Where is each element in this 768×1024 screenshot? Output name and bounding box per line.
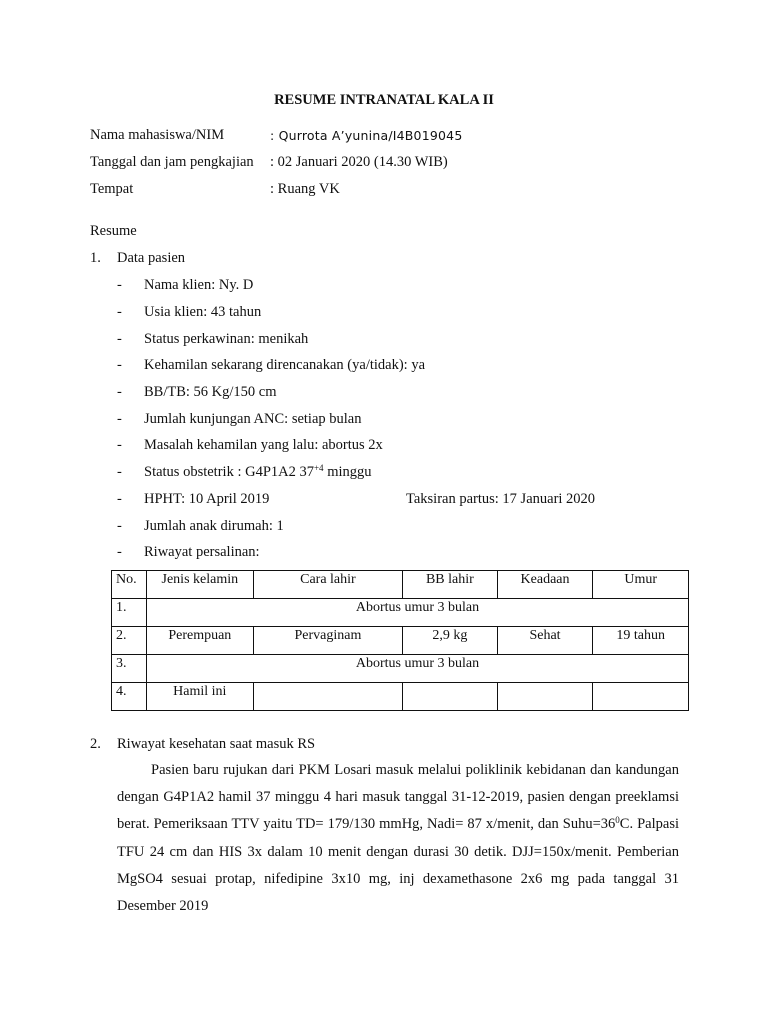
list-item-text: BB/TB: 56 Kg/150 cm [144, 384, 277, 400]
table-cell-no: 1. [112, 599, 147, 627]
section-number: 1. [90, 250, 101, 266]
list-dash: - [117, 491, 122, 507]
list-dash: - [117, 464, 122, 480]
list-item-text: Masalah kehamilan yang lalu: abortus 2x [144, 437, 383, 453]
admission-history-paragraph [117, 757, 679, 920]
resume-label: Resume [90, 223, 137, 239]
gestation-days-superscript: +4 [313, 463, 324, 473]
list-dash: - [117, 411, 122, 427]
obstetric-status-unit: minggu [323, 464, 372, 480]
table-cell-no: 4. [112, 683, 147, 711]
table-cell [403, 683, 498, 711]
list-item-text: Riwayat persalinan: [144, 544, 260, 560]
table-cell [593, 683, 689, 711]
info-value: : Qurrota A’yunina/I4B019045 [270, 128, 463, 143]
paragraph-text: Pasien baru rujukan dari PKM Losari masuk melalui poliklinik kebidanan dan kandungan dengan G4P1A2 hamil 37 minggu 4 hari masuk tanggal 31-12-2019, pasien dengan preeklamsi berat. Pemeriksaan TTV yaitu TD= 179/130 mmHg, Nadi= 87 x/menit, dan Suhu=36 [117, 762, 679, 833]
table-row [112, 683, 689, 711]
table-cell-merged: Abortus umur 3 bulan [146, 599, 688, 627]
list-item-text: Nama klien: Ny. D [144, 277, 254, 293]
table-header-cell: BB lahir [403, 571, 498, 599]
table-cell: Perempuan [146, 627, 253, 655]
list-item-text: Kehamilan sekarang direncanakan (ya/tidak): ya [144, 357, 426, 373]
table-header-cell: Keadaan [497, 571, 593, 599]
list-item-text: Usia klien: 43 tahun [144, 304, 262, 320]
list-dash: - [117, 544, 122, 560]
table-row [112, 655, 689, 683]
degree-superscript: 0 [615, 815, 620, 826]
list-dash: - [117, 304, 122, 320]
paragraph-text-continued: C. Palpasi TFU 24 cm dan HIS 3x dalam 10 menit dengan durasi 30 detik. DJJ=150x/menit. Pemberian MgSO4 sesuai protap, nifedipine 3x10 mg, inj dexamethasone 2x6 mg pada tanggal 31 Desember 2019 [117, 816, 679, 915]
table-header-cell: No. [112, 571, 147, 599]
list-dash: - [117, 437, 122, 453]
list-item-text: Jumlah anak dirumah: 1 [144, 518, 284, 534]
info-label: Tempat [90, 181, 134, 197]
table-header-row [112, 571, 689, 599]
list-dash: - [117, 357, 122, 373]
table-cell: 2,9 kg [403, 627, 498, 655]
table-header-cell: Cara lahir [253, 571, 402, 599]
table-row [112, 627, 689, 655]
list-item-text [144, 464, 372, 481]
page-title: RESUME INTRANATAL KALA II [274, 92, 494, 108]
table-header-cell: Jenis kelamin [146, 571, 253, 599]
table-cell: Hamil ini [146, 683, 253, 711]
table-header-cell: Umur [593, 571, 689, 599]
due-date-text: Taksiran partus: 17 Januari 2020 [406, 491, 596, 507]
info-value: : Ruang VK [270, 181, 340, 197]
obstetric-status-text: Status obstetrik : G4P1A2 37 [144, 464, 314, 480]
table-cell: Pervaginam [253, 627, 402, 655]
info-label: Nama mahasiswa/NIM [90, 127, 225, 143]
delivery-history-table [111, 570, 689, 711]
table-cell-merged: Abortus umur 3 bulan [146, 655, 688, 683]
list-item-text: Jumlah kunjungan ANC: setiap bulan [144, 411, 362, 427]
list-dash: - [117, 331, 122, 347]
list-dash: - [117, 518, 122, 534]
info-label: Tanggal dan jam pengkajian [90, 154, 254, 170]
list-item-text: HPHT: 10 April 2019 [144, 491, 270, 507]
section-heading: Riwayat kesehatan saat masuk RS [117, 736, 316, 752]
table-cell: Sehat [497, 627, 593, 655]
table-row [112, 599, 689, 627]
list-dash: - [117, 277, 122, 293]
list-item-text: Status perkawinan: menikah [144, 331, 309, 347]
table-cell-no: 2. [112, 627, 147, 655]
section-number: 2. [90, 736, 101, 752]
list-dash: - [117, 384, 122, 400]
section-heading: Data pasien [117, 250, 186, 266]
table-cell: 19 tahun [593, 627, 689, 655]
table-cell-no: 3. [112, 655, 147, 683]
table-cell [253, 683, 402, 711]
table-cell [497, 683, 593, 711]
info-value: : 02 Januari 2020 (14.30 WIB) [270, 154, 448, 170]
